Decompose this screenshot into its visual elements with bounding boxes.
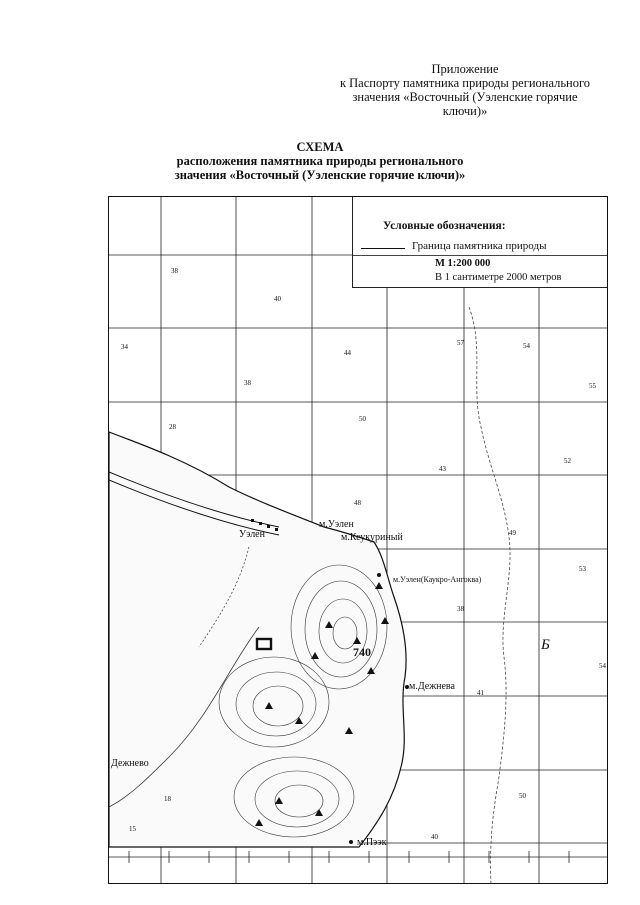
- legend-boundary-label: Граница памятника природы: [412, 240, 547, 252]
- depth-number: 28: [169, 423, 176, 431]
- map-bottom-ticks: [109, 851, 608, 863]
- document-title: [150, 140, 490, 182]
- depth-number: 38: [457, 605, 464, 613]
- map-legend: [352, 197, 607, 288]
- title-line-3: значения «Восточный (Уэленские горячие ключи)»: [174, 168, 466, 182]
- depth-number: 34: [121, 343, 128, 351]
- header-line-2: к Паспорту памятника природы регионального: [339, 76, 591, 90]
- depth-number: 49: [509, 529, 516, 537]
- depth-number: 55: [589, 382, 596, 390]
- depth-number: 53: [579, 565, 586, 573]
- depth-number: 40: [274, 295, 281, 303]
- depth-number: 38: [244, 379, 251, 387]
- header-line-1: Приложение: [431, 62, 499, 76]
- place-label-peek: м.Пээк: [357, 837, 387, 848]
- depth-number: 40: [431, 833, 438, 841]
- depth-number: 57: [457, 339, 464, 347]
- depth-number: 15: [129, 825, 136, 833]
- legend-boundary-line-symbol: [361, 248, 405, 249]
- place-label-dezhnevo: Дежнево: [111, 758, 149, 769]
- place-label-dezhnev-cape: м.Дежнева: [409, 681, 455, 692]
- legend-scale: М 1:200 000: [435, 258, 491, 269]
- appendix-header: [300, 62, 630, 118]
- elevation-label: 740: [353, 645, 371, 659]
- depth-number: 54: [523, 342, 530, 350]
- depth-number: 43: [439, 465, 446, 473]
- header-line-4: ключи)»: [442, 104, 488, 118]
- title-line-1: СХЕМА: [296, 140, 344, 154]
- map-frame[interactable]: [108, 196, 608, 884]
- depth-number: 54: [599, 662, 606, 670]
- depth-contour: [469, 307, 510, 884]
- sector-label: Б: [541, 637, 550, 653]
- place-label-uelen-kaukro: м.Уэлен(Каукро-Ангоква): [393, 575, 482, 584]
- depth-number: 18: [164, 795, 171, 803]
- depth-number: 50: [519, 792, 526, 800]
- depth-number: 41: [477, 689, 484, 697]
- depth-number: 48: [354, 499, 361, 507]
- depth-number: 52: [564, 457, 571, 465]
- place-label-uelen: Уэлен: [239, 529, 265, 540]
- header-line-3: значения «Восточный (Уэленские горячие: [352, 90, 578, 104]
- depth-number: 44: [344, 349, 351, 357]
- place-label-uelen-cape: м.Уэлен: [319, 519, 354, 530]
- legend-divider: [353, 255, 607, 256]
- depth-number: 38: [171, 267, 178, 275]
- legend-title: Условные обозначения:: [383, 220, 506, 232]
- legend-scale-text: В 1 сантиметре 2000 метров: [435, 272, 562, 283]
- place-label-keukuriny: м.Кеукуриный: [341, 532, 403, 543]
- title-line-2: расположения памятника природы регионального: [176, 154, 464, 168]
- depth-number: 50: [359, 415, 366, 423]
